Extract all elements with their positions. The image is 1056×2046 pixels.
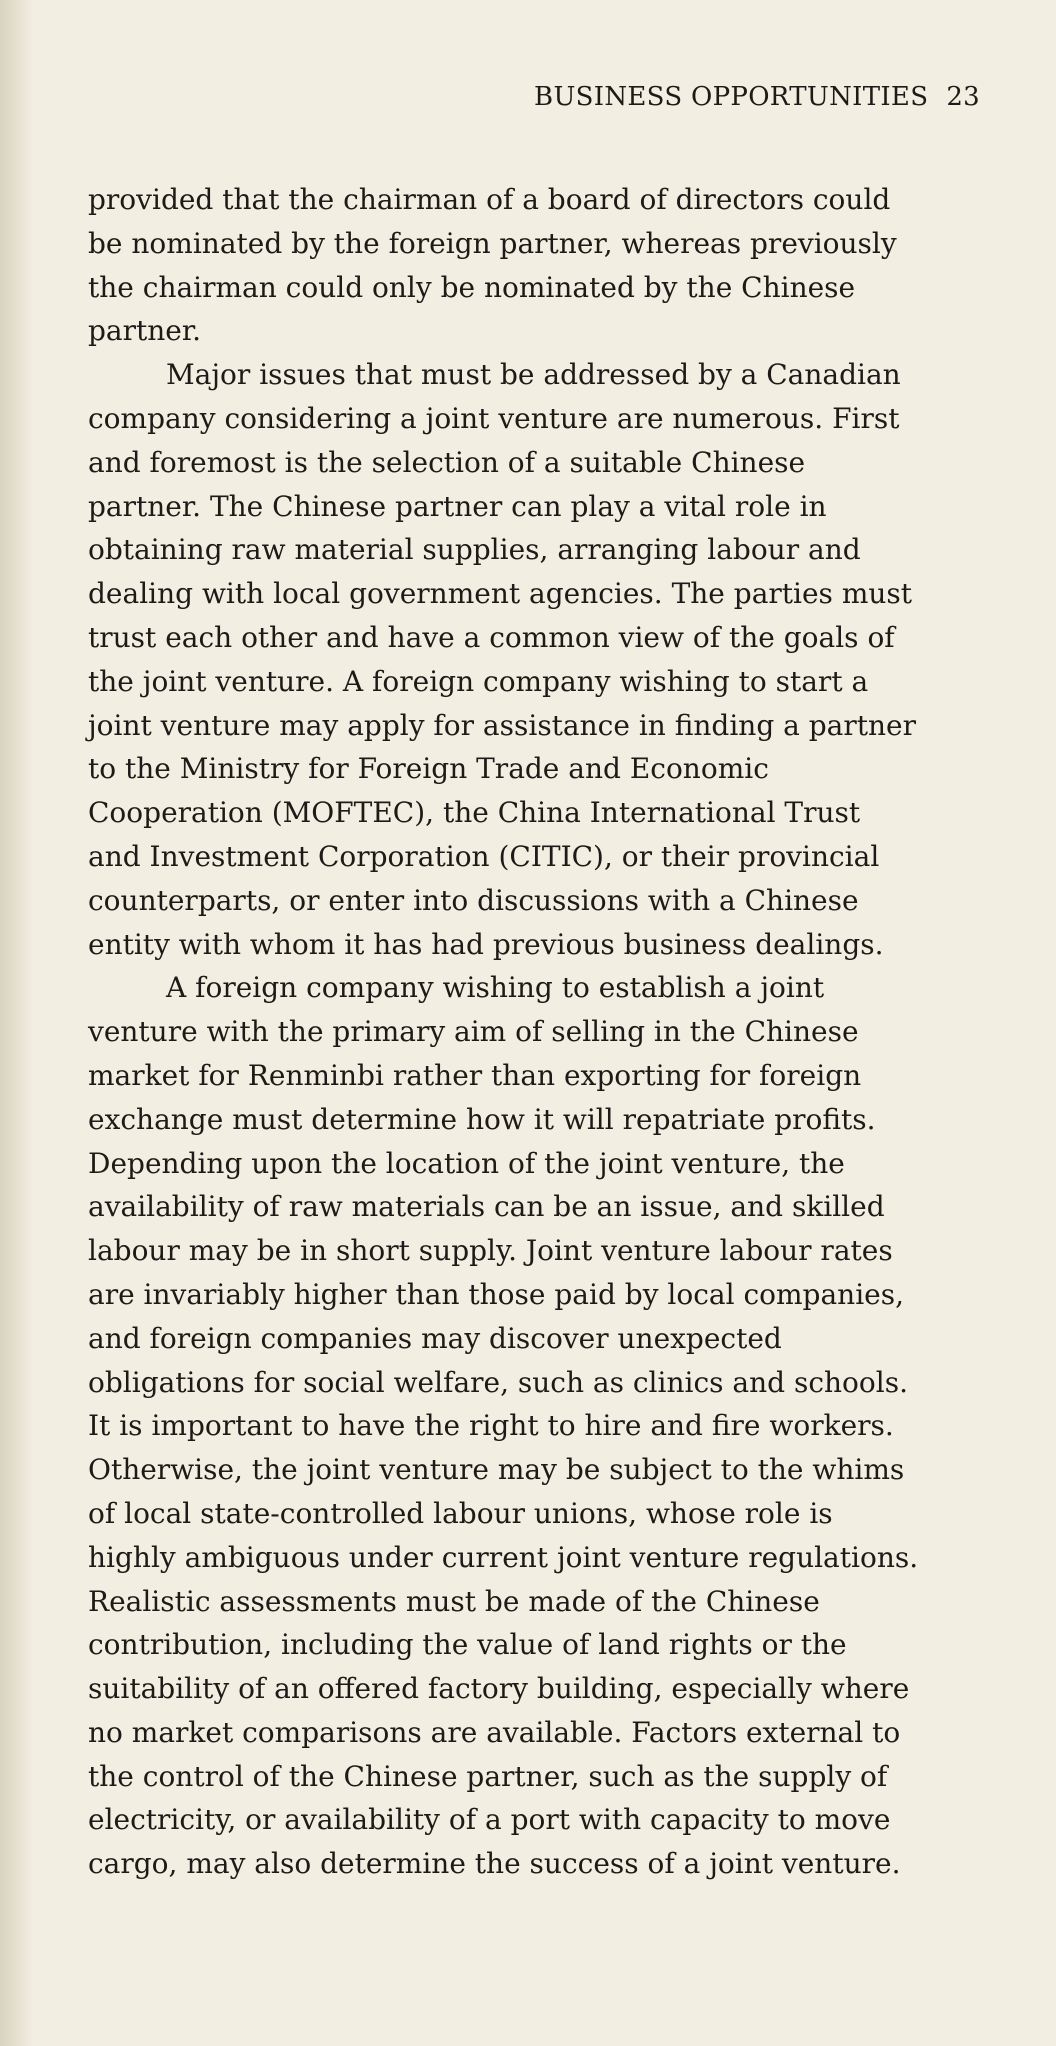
text-line: and foreign companies may discover unexpected	[88, 1321, 782, 1355]
text-line: Realistic assessments must be made of the Chinese	[88, 1584, 820, 1618]
text-line: availability of raw materials can be an issue, and skilled	[88, 1190, 885, 1224]
text-line: Otherwise, the joint venture may be subject to the whims	[88, 1453, 905, 1487]
text-line: no market comparisons are available. Factors external to	[88, 1715, 901, 1749]
text-line: obtaining raw material supplies, arranging labour and	[88, 533, 861, 567]
text-line: entity with whom it has had previous business dealings.	[88, 927, 884, 961]
text-line: and foremost is the selection of a suitable Chinese	[88, 445, 806, 479]
text-line: partner.	[88, 314, 202, 348]
text-line: to the Ministry for Foreign Trade and Economic	[88, 752, 769, 786]
text-line: the control of the Chinese partner, such as the supply of	[88, 1759, 888, 1793]
running-head	[534, 82, 980, 112]
spine-shadow	[0, 0, 34, 2046]
text-line: dealing with local government agencies. The parties must	[88, 577, 913, 611]
text-line: company considering a joint venture are numerous. First	[88, 401, 900, 435]
text-line: trust each other and have a common view of the goals of	[88, 620, 895, 654]
body-text	[88, 178, 968, 1886]
paragraph-start-line: A foreign company wishing to establish a joint	[166, 971, 825, 1005]
text-line: be nominated by the foreign partner, whereas previously	[88, 226, 897, 260]
text-line: labour may be in short supply. Joint venture labour rates	[88, 1234, 893, 1268]
text-line: venture with the primary aim of selling in the Chinese	[88, 1015, 859, 1049]
text-line: provided that the chairman of a board of directors could	[88, 183, 891, 216]
text-line: suitability of an offered factory building, especially where	[88, 1672, 910, 1706]
text-line: highly ambiguous under current joint venture regulations.	[88, 1540, 919, 1574]
text-line: Cooperation (MOFTEC), the China International Trust	[88, 796, 861, 830]
paragraph-start-line: Major issues that must be addressed by a Canadian	[166, 358, 901, 392]
text-line: counterparts, or enter into discussions with a Chinese	[88, 883, 859, 917]
text-line: of local state-controlled labour unions, whose role is	[88, 1496, 833, 1530]
text-line: joint venture may apply for assistance in finding a partner	[88, 708, 916, 742]
text-line: are invariably higher than those paid by local companies,	[88, 1277, 904, 1311]
text-line: exchange must determine how it will repatriate profits.	[88, 1102, 876, 1136]
page-number: 23	[946, 82, 980, 112]
text-line: cargo, may also determine the success of a joint venture.	[88, 1847, 901, 1881]
text-line: Depending upon the location of the joint venture, the	[88, 1146, 845, 1180]
text-line: the joint venture. A foreign company wishing to start a	[88, 664, 869, 698]
text-line: obligations for social welfare, such as clinics and schools.	[88, 1365, 908, 1399]
text-line: market for Renminbi rather than exporting for foreign	[88, 1058, 862, 1092]
text-line: It is important to have the right to hire and fire workers.	[88, 1409, 894, 1443]
text-line: partner. The Chinese partner can play a vital role in	[88, 489, 827, 523]
text-line: the chairman could only be nominated by the Chinese	[88, 270, 856, 304]
text-line: and Investment Corporation (CITIC), or their provincial	[88, 839, 880, 873]
text-line: contribution, including the value of land rights or the	[88, 1628, 847, 1662]
text-line: electricity, or availability of a port with capacity to move	[88, 1803, 891, 1837]
running-title: BUSINESS OPPORTUNITIES	[534, 82, 929, 112]
